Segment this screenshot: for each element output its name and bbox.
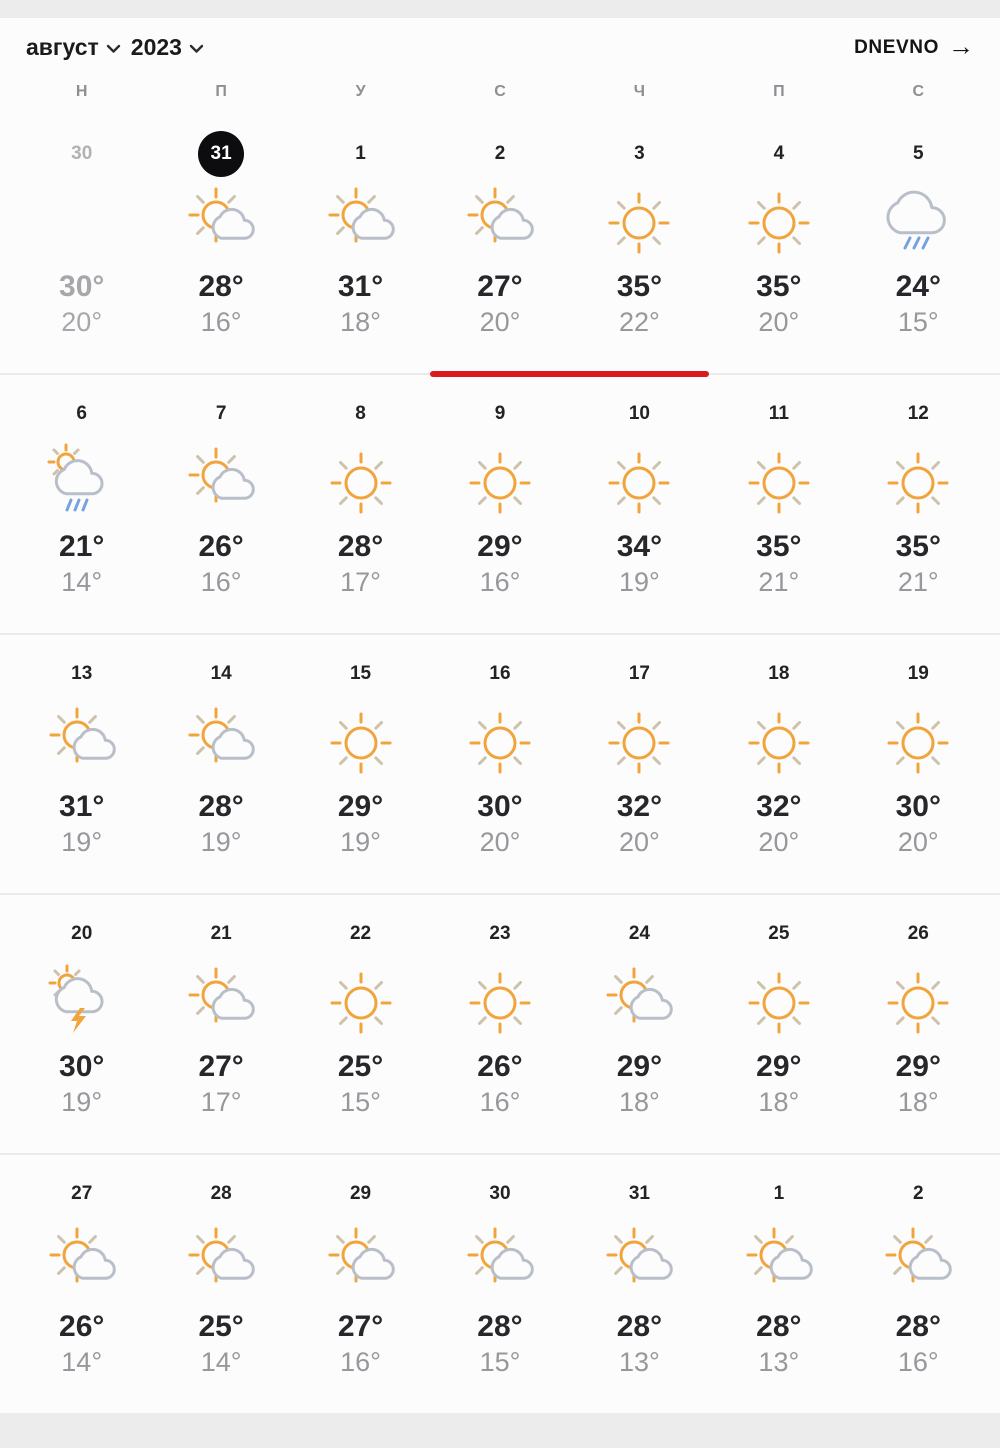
day-cell-30[interactable]: [430, 1155, 569, 1413]
day-number: 27: [71, 1183, 93, 1204]
weekday-label: С: [912, 83, 925, 100]
high-temp: 28°: [198, 270, 244, 303]
day-number: 12: [907, 403, 929, 424]
sun-rain-icon: [40, 441, 124, 525]
day-cell-31[interactable]: [570, 1155, 709, 1413]
day-number-wrap: [430, 129, 569, 179]
day-number-wrap: [12, 649, 151, 699]
low-temp: 14°: [61, 567, 103, 597]
high-temp: 29°: [477, 530, 523, 563]
day-number: 8: [355, 403, 366, 424]
high-temp: 28°: [337, 530, 384, 563]
high-temp: 28°: [756, 1310, 802, 1343]
high-temp: 27°: [198, 1050, 244, 1083]
year-dropdown[interactable]: [131, 34, 204, 61]
low-temp: 19°: [619, 567, 660, 597]
sun-cloud-icon: [179, 441, 263, 525]
day-number: 22: [349, 923, 372, 944]
day-number-wrap: [570, 909, 709, 959]
day-number: 30: [489, 1183, 511, 1204]
day-number-wrap: [570, 649, 709, 699]
day-number-wrap: [12, 1169, 151, 1219]
low-temp: 20°: [479, 307, 521, 337]
high-temp: 25°: [337, 1050, 384, 1083]
sun-icon: [597, 701, 681, 785]
dnevno-label: DNEVNO: [854, 36, 939, 58]
day-cell-13[interactable]: [12, 635, 151, 893]
day-number-wrap: [709, 389, 848, 439]
day-number-wrap: [709, 129, 848, 179]
high-temp: 31°: [59, 790, 105, 823]
day-cell-21[interactable]: [151, 895, 290, 1153]
chevron-down-icon: [106, 44, 121, 54]
week-row: [0, 375, 1000, 635]
low-temp: 14°: [61, 1347, 103, 1377]
low-temp: 17°: [340, 567, 381, 597]
day-cell-12[interactable]: [849, 375, 988, 633]
sun-cloud-icon: [458, 181, 542, 265]
low-temp: 21°: [758, 567, 800, 597]
weekday-label: П: [215, 83, 227, 100]
high-temp: 30°: [59, 1050, 105, 1083]
sun-cloud-icon: [179, 701, 263, 785]
high-temp: 24°: [895, 270, 941, 303]
month-label: август: [26, 34, 99, 60]
weekday-label: Н: [75, 83, 88, 100]
low-temp: 14°: [200, 1347, 242, 1377]
high-temp: 30°: [59, 270, 105, 303]
day-number: 18: [768, 663, 790, 684]
high-temp: 28°: [477, 1310, 523, 1343]
day-cell-2[interactable]: [430, 115, 569, 373]
day-cell-1[interactable]: [709, 1155, 848, 1413]
sun-icon: [458, 701, 542, 785]
day-number-wrap: [849, 909, 988, 959]
week-row: [0, 635, 1000, 895]
day-number: 25: [768, 923, 790, 944]
sun-cloud-icon: [876, 1221, 960, 1305]
high-temp: 35°: [616, 270, 663, 303]
high-temp: 34°: [616, 530, 663, 563]
day-number-wrap: [430, 909, 569, 959]
day-number-wrap: [12, 909, 151, 959]
high-temp: 25°: [198, 1310, 244, 1343]
sun-cloud-icon: [319, 181, 403, 265]
sun-cloud-icon: [40, 701, 124, 785]
day-cell-18[interactable]: [709, 635, 848, 893]
day-number: 9: [494, 403, 506, 424]
dnevno-link[interactable]: [854, 31, 974, 61]
day-cell-19[interactable]: [849, 635, 988, 893]
day-number: 26: [907, 923, 929, 944]
sun-icon: [319, 961, 403, 1045]
day-cell-28[interactable]: [151, 1155, 290, 1413]
day-number: 11: [768, 403, 789, 424]
day-number: 6: [76, 403, 87, 424]
day-number: 19: [907, 663, 929, 684]
high-temp: 35°: [756, 530, 802, 563]
low-temp: 22°: [619, 307, 660, 337]
day-cell-24[interactable]: [570, 895, 709, 1153]
day-cell-9[interactable]: [430, 375, 569, 633]
day-cell-29[interactable]: [291, 1155, 430, 1413]
sun-icon: [458, 441, 542, 525]
day-number-wrap: [291, 389, 430, 439]
sun-icon: [876, 441, 960, 525]
low-temp: 18°: [619, 1087, 660, 1117]
weekday-row: [0, 69, 1000, 115]
day-number-wrap: [291, 909, 430, 959]
low-temp: 15°: [479, 1347, 521, 1377]
low-temp: 17°: [200, 1087, 242, 1117]
week-row: [0, 1155, 1000, 1413]
day-number-wrap: [151, 1169, 290, 1219]
day-cell-4[interactable]: [709, 115, 848, 373]
day-cell-23[interactable]: [430, 895, 569, 1153]
high-temp: 29°: [616, 1050, 663, 1083]
sun-icon: [737, 181, 821, 265]
arrow-right-icon: →: [948, 31, 974, 61]
day-cell-7[interactable]: [151, 375, 290, 633]
weekday-label: С: [494, 83, 506, 100]
high-temp: 27°: [337, 1310, 384, 1343]
low-temp: 20°: [61, 307, 103, 337]
day-number-wrap: [151, 649, 290, 699]
calendar-grid: [0, 115, 1000, 1413]
no-weather-icon: [40, 181, 124, 265]
day-cell-20[interactable]: [12, 895, 151, 1153]
day-cell-5[interactable]: [849, 115, 988, 373]
day-cell-17[interactable]: [570, 635, 709, 893]
day-cell-6[interactable]: [12, 375, 151, 633]
high-temp: 32°: [756, 790, 802, 823]
cloud-rain-icon: [876, 181, 960, 265]
day-cell-1[interactable]: [291, 115, 430, 373]
day-number: 3: [634, 143, 645, 164]
sun-cloud-icon: [319, 1221, 403, 1305]
day-number-wrap: [151, 909, 290, 959]
day-number: 2: [912, 1183, 924, 1204]
day-number-wrap: [291, 129, 430, 179]
day-number: 28: [210, 1183, 232, 1204]
sun-cloud-icon: [40, 1221, 124, 1305]
low-temp: 20°: [897, 827, 939, 857]
high-temp: 26°: [59, 1310, 105, 1343]
day-number: 29: [349, 1183, 372, 1204]
month-year-picker: [26, 34, 204, 61]
year-label: 2023: [130, 34, 182, 60]
day-number-wrap: [151, 389, 290, 439]
day-number: 17: [628, 663, 650, 684]
sun-icon: [597, 181, 681, 265]
month-dropdown[interactable]: [26, 34, 121, 61]
sun-icon: [737, 441, 821, 525]
high-temp: 26°: [198, 530, 244, 563]
day-number: 15: [349, 663, 372, 684]
sun-cloud-icon: [737, 1221, 821, 1305]
low-temp: 19°: [340, 827, 381, 857]
day-cell-27[interactable]: [12, 1155, 151, 1413]
sun-cloud-icon: [458, 1221, 542, 1305]
low-temp: 16°: [200, 567, 242, 597]
day-number-wrap: [709, 649, 848, 699]
day-number: 31: [628, 1183, 650, 1204]
sun-icon: [319, 441, 403, 525]
day-number: 10: [628, 403, 650, 424]
day-number: 23: [489, 923, 511, 944]
low-temp: 18°: [758, 1087, 800, 1117]
sun-cloud-icon: [179, 181, 263, 265]
day-cell-10[interactable]: [570, 375, 709, 633]
high-temp: 32°: [616, 790, 663, 823]
day-number-wrap: [291, 649, 430, 699]
day-number: 24: [628, 923, 650, 944]
low-temp: 19°: [61, 1087, 103, 1117]
low-temp: 16°: [479, 567, 521, 597]
day-number-wrap: [849, 1169, 988, 1219]
day-number-wrap: [709, 909, 848, 959]
day-number-wrap: [849, 389, 988, 439]
day-number-wrap: [430, 389, 569, 439]
high-temp: 28°: [198, 790, 244, 823]
low-temp: 20°: [479, 827, 521, 857]
day-number: 7: [215, 403, 227, 424]
day-cell-22[interactable]: [291, 895, 430, 1153]
low-temp: 19°: [61, 827, 103, 857]
sun-cloud-icon: [179, 961, 263, 1045]
sun-icon: [737, 701, 821, 785]
low-temp: 20°: [619, 827, 660, 857]
today-badge: 31: [198, 131, 244, 177]
day-number-wrap: [12, 129, 151, 179]
low-temp: 21°: [897, 567, 939, 597]
low-temp: 18°: [340, 307, 381, 337]
day-number: 5: [912, 143, 924, 164]
high-temp: 26°: [477, 1050, 523, 1083]
day-number-wrap: [849, 129, 988, 179]
high-temp: 21°: [59, 530, 105, 563]
weather-month-card: [0, 18, 1000, 1413]
low-temp: 20°: [758, 307, 800, 337]
day-number-wrap: [430, 1169, 569, 1219]
chevron-down-icon: [189, 44, 204, 54]
day-cell-2[interactable]: [849, 1155, 988, 1413]
sun-icon: [737, 961, 821, 1045]
low-temp: 13°: [619, 1347, 660, 1377]
weekday-label: П: [773, 83, 785, 100]
low-temp: 16°: [340, 1347, 381, 1377]
day-number-wrap: [430, 649, 569, 699]
day-cell-15[interactable]: [291, 635, 430, 893]
day-cell-11[interactable]: [709, 375, 848, 633]
sun-cloud-icon: [597, 1221, 681, 1305]
low-temp: 19°: [200, 827, 242, 857]
sun-icon: [597, 441, 681, 525]
high-temp: 30°: [477, 790, 523, 823]
day-cell-31-today[interactable]: [151, 115, 290, 373]
weekday-label: У: [355, 83, 366, 100]
sun-icon: [876, 961, 960, 1045]
sun-cloud-icon: [597, 961, 681, 1045]
week-row: [0, 115, 1000, 375]
day-number-wrap: [291, 1169, 430, 1219]
low-temp: 20°: [758, 827, 800, 857]
day-number-wrap: [849, 649, 988, 699]
day-number-wrap: [12, 389, 151, 439]
day-cell-16[interactable]: [430, 635, 569, 893]
day-number: 4: [773, 143, 785, 164]
low-temp: 16°: [200, 307, 242, 337]
sun-storm-icon: [40, 961, 124, 1045]
high-temp: 30°: [895, 790, 941, 823]
day-number: 1: [773, 1183, 785, 1204]
low-temp: 15°: [897, 307, 939, 337]
high-temp: 29°: [895, 1050, 941, 1083]
day-number: 30: [71, 143, 93, 164]
sun-icon: [876, 701, 960, 785]
day-number-wrap: [570, 1169, 709, 1219]
day-number: 20: [71, 923, 93, 944]
low-temp: 15°: [340, 1087, 381, 1117]
day-number-wrap: [570, 389, 709, 439]
day-number: 16: [489, 663, 511, 684]
low-temp: 18°: [897, 1087, 939, 1117]
sun-icon: [319, 701, 403, 785]
day-cell-25[interactable]: [709, 895, 848, 1153]
sun-cloud-icon: [179, 1221, 263, 1305]
calendar-header: [0, 18, 1000, 65]
sun-icon: [458, 961, 542, 1045]
day-number: 1: [355, 143, 366, 164]
high-temp: 35°: [756, 270, 802, 303]
day-number: 14: [210, 663, 232, 684]
week-row: [0, 895, 1000, 1155]
day-number: 13: [71, 663, 93, 684]
high-temp: 29°: [756, 1050, 802, 1083]
day-number-wrap: [709, 1169, 848, 1219]
low-temp: 16°: [479, 1087, 521, 1117]
high-temp: 31°: [337, 270, 384, 303]
day-cell-30[interactable]: [12, 115, 151, 373]
high-temp: 28°: [616, 1310, 663, 1343]
high-temp: 29°: [337, 790, 384, 823]
weekday-label: Ч: [633, 83, 646, 100]
low-temp: 13°: [758, 1347, 800, 1377]
high-temp: 27°: [477, 270, 523, 303]
day-number-wrap: [151, 129, 290, 179]
high-temp: 35°: [895, 530, 941, 563]
day-cell-3[interactable]: [570, 115, 709, 373]
day-cell-14[interactable]: [151, 635, 290, 893]
day-cell-26[interactable]: [849, 895, 988, 1153]
low-temp: 16°: [897, 1347, 939, 1377]
day-cell-8[interactable]: [291, 375, 430, 633]
day-number: 2: [494, 143, 506, 164]
day-number-wrap: [570, 129, 709, 179]
high-temp: 28°: [895, 1310, 941, 1343]
day-number: 21: [210, 923, 232, 944]
